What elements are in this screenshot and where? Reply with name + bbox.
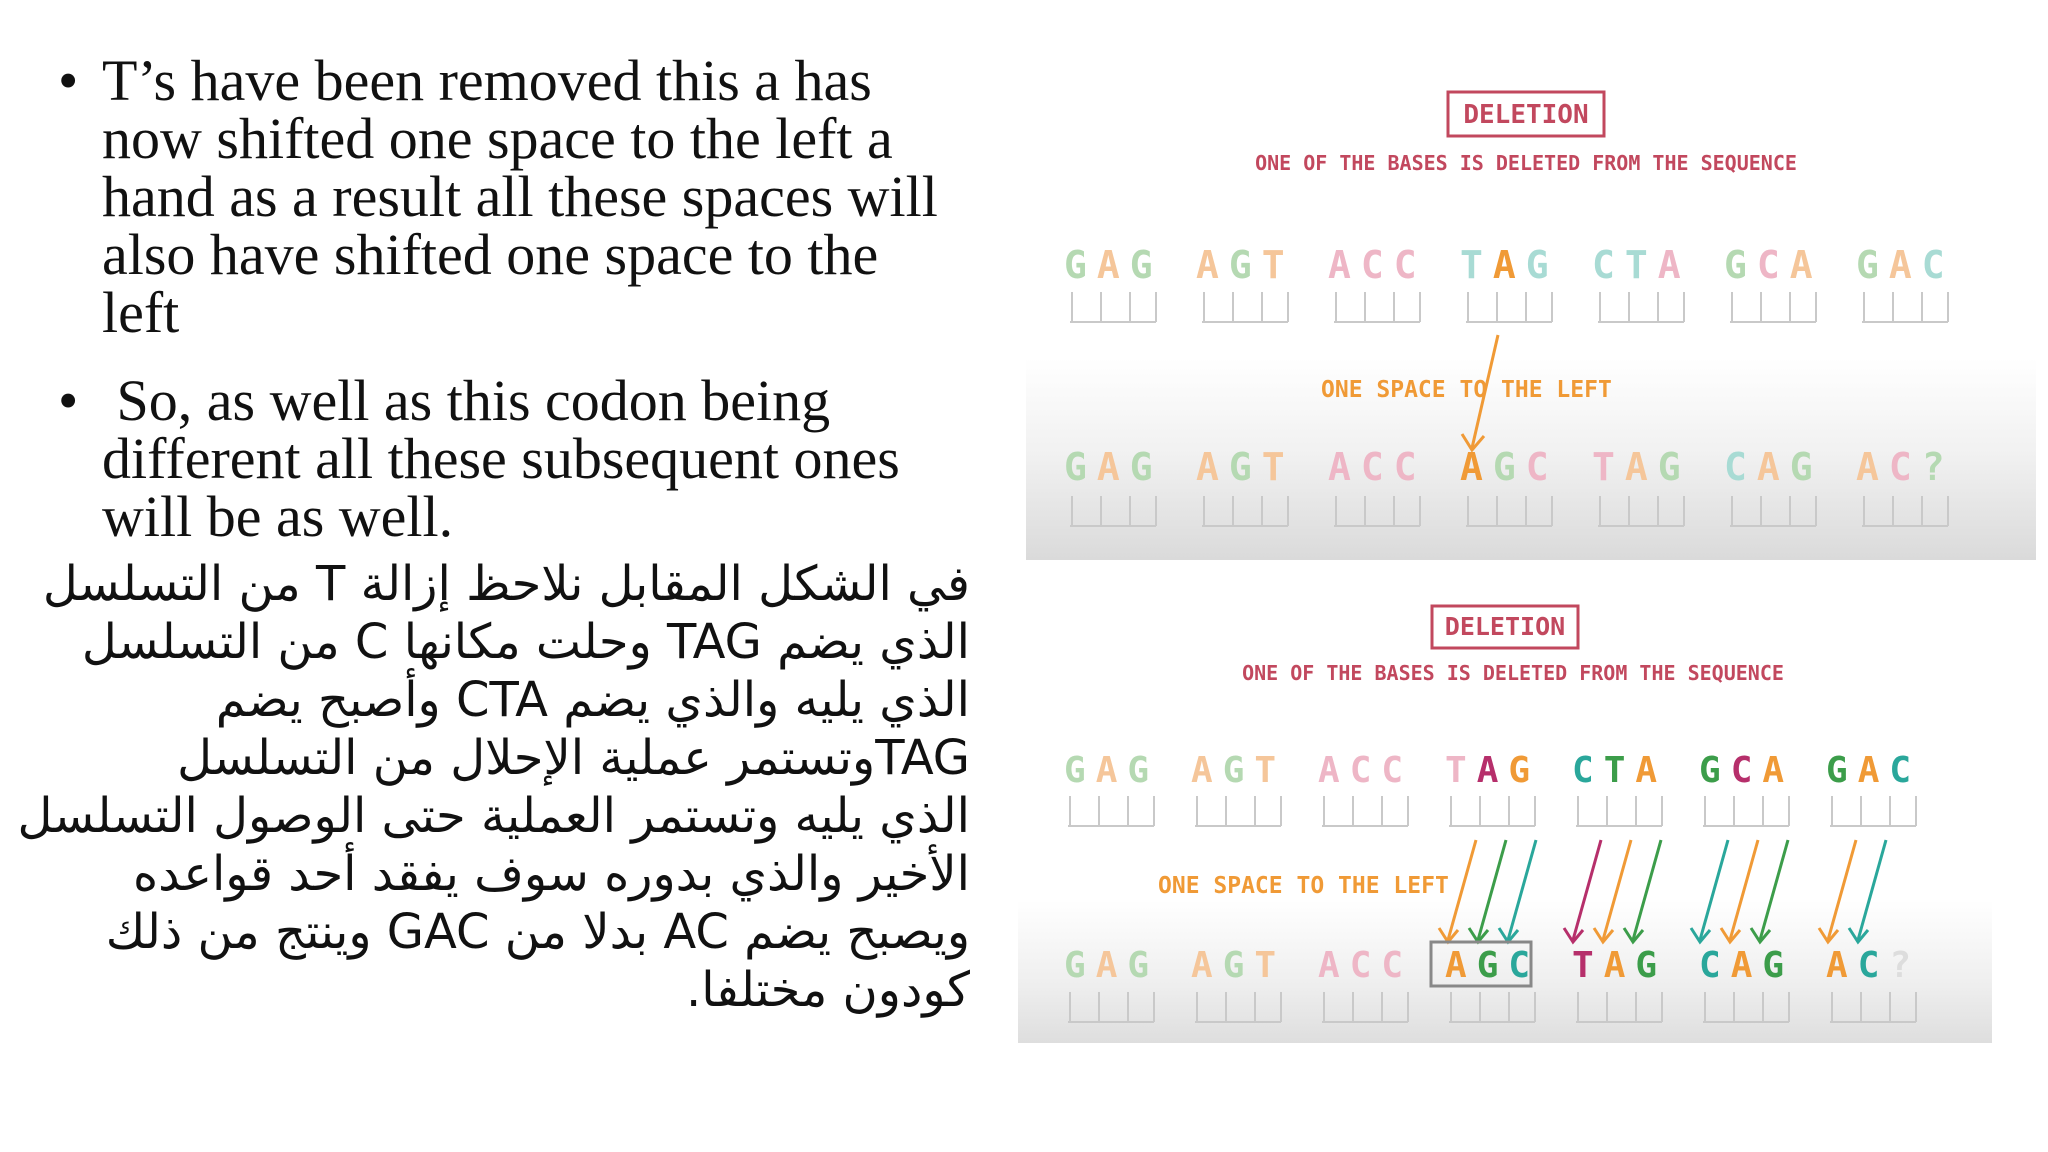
arabic-explanation [17,555,970,1019]
bottom-sequence [1064,945,1921,986]
arabic-line-2: الذي يضم TAG وحلت مكانها C من التسلسل [81,614,970,670]
deletion-diagram-1 [1026,30,2036,560]
bullet-2-line-3: will be as well. [102,484,454,549]
shift-arrow [1858,840,1886,940]
arabic-line-7: ويصبح يضم AC بدلا من GAC وينتج من ذلك [105,904,970,960]
deletion-diagram-1-svg [1026,30,2036,560]
arabic-line-5: الذي يليه وتستمر العملية حتى الوصول التسلسل [17,788,970,844]
deletion-diagram-2-svg [1018,568,1992,1043]
bullet-2-line-2: different all these subsequent ones [102,426,900,491]
bullet-item-2 [58,368,976,549]
codon: AC? [1856,445,1955,489]
arabic-line-4: TAGوتستمر عملية الإحلال من التسلسل [177,730,970,786]
codon: AGC [1460,445,1559,489]
codon: AC? [1826,945,1922,986]
arabic-line-8: كودون مختلفا. [686,962,970,1018]
diagram-subtitle: ONE OF THE BASES IS DELETED FROM THE SEQUENCE [1242,661,1784,685]
diagram-subtitle: ONE OF THE BASES IS DELETED FROM THE SEQUENCE [1255,151,1797,175]
codon: GCA [1699,750,1795,791]
codon: AGT [1196,445,1295,489]
codon: AGT [1196,243,1295,287]
codon: GAG [1064,945,1160,986]
shift-arrow [1760,840,1788,940]
codon: ACC [1328,445,1427,489]
codon: AGC [1445,945,1541,986]
shift-arrow [1730,840,1758,940]
codon: CTA [1572,750,1668,791]
codon: ACC [1328,243,1427,287]
top-sequence [1064,243,1955,287]
codon: GAG [1064,445,1163,489]
codon: GAG [1064,243,1163,287]
codon: TAG [1460,243,1559,287]
bullet-list [58,48,976,549]
bullet-1-line-3: hand as a result all these spaces will [102,164,938,229]
bullet-1-line-2: now shifted one space to the left a [102,106,893,171]
arrow-label: ONE SPACE TO THE LEFT [1321,377,1612,403]
deletion-diagram-2 [1018,568,1992,1043]
codon: CAG [1699,945,1795,986]
shift-arrow [1573,840,1601,940]
bullet-dot: • [58,368,79,433]
arabic-line-6: الأخير والذي بدوره سوف يفقد أحد قواعده [132,846,970,902]
codon: CTA [1592,243,1691,287]
codon: ACC [1318,945,1414,986]
diagram-title: DELETION [1463,100,1589,130]
bottom-ruler [1070,496,1948,526]
codon: TAG [1445,750,1541,791]
bullet-1-line-5: left [102,280,180,345]
arabic-line-3: الذي يليه والذي يضم CTA وأصبح يضم [215,672,970,728]
bottom-sequence [1064,445,1955,489]
shift-arrow [1700,840,1728,940]
codon: GCA [1724,243,1823,287]
codon: TAG [1572,945,1668,986]
top-ruler [1070,292,1948,322]
diagram-title: DELETION [1444,612,1566,641]
bullet-item-1 [58,48,976,345]
shift-arrow [1508,840,1536,940]
codon: GAC [1826,750,1922,791]
arrow-label: ONE SPACE TO THE LEFT [1158,873,1449,899]
codon: ACC [1318,750,1414,791]
codon: AGT [1191,945,1287,986]
shift-arrow [1633,840,1661,940]
bullet-1-line-4: also have shifted one space to the [102,222,879,287]
bullet-2-line-1: So, as well as this codon being [102,368,831,433]
shift-arrow [1478,840,1506,940]
arabic-line-1: في الشكل المقابل نلاحظ إزالة T من التسلسل [42,556,970,612]
bullet-1-line-1: T’s have been removed this a has [102,48,872,113]
shift-arrows [1439,840,1886,942]
shift-arrow [1603,840,1631,940]
codon: CAG [1724,445,1823,489]
shift-arrow [1448,840,1476,940]
shift-arrow [1828,840,1856,940]
codon: AGT [1191,750,1287,791]
bottom-ruler [1068,992,1916,1022]
top-ruler [1068,796,1916,826]
codon: TAG [1592,445,1691,489]
codon: GAG [1064,750,1160,791]
top-sequence [1064,750,1921,791]
bullet-dot: • [58,48,79,113]
codon: GAC [1856,243,1955,287]
